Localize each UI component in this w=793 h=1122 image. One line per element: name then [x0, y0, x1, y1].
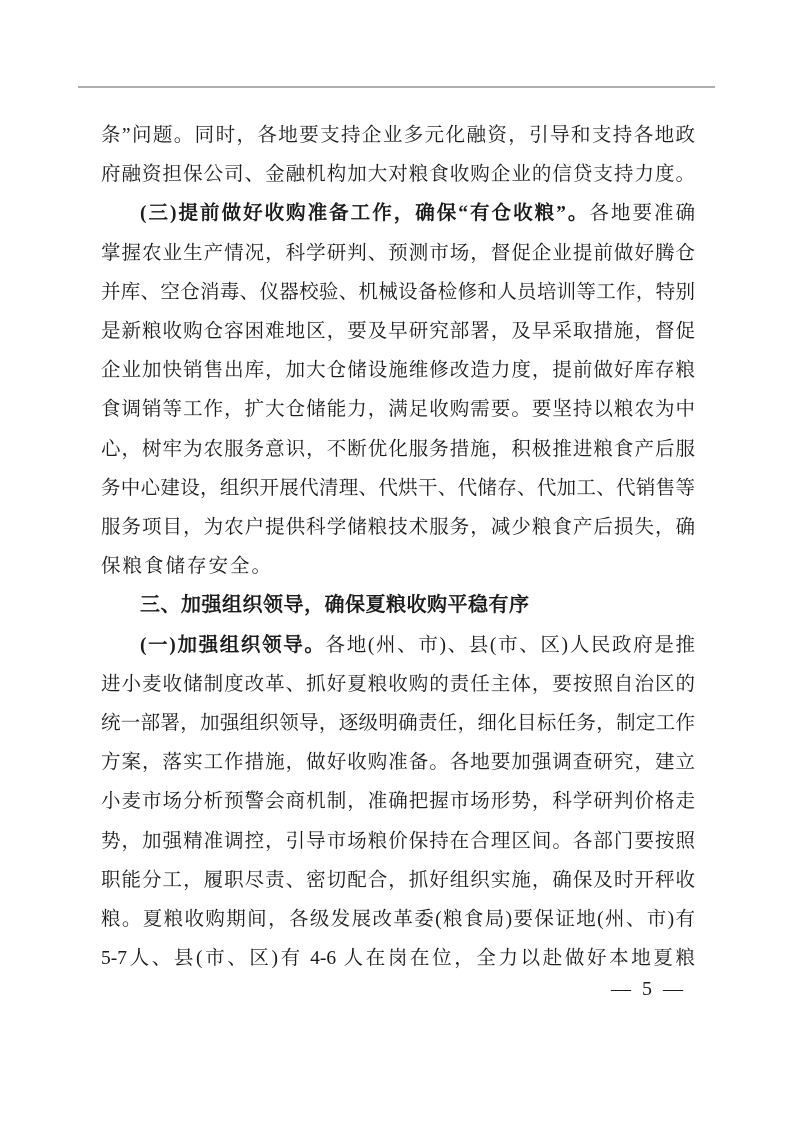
- body-text-line: 粮。夏粮收购期间，各级发展改革委(粮食局)要保证地(州、市)有: [101, 909, 695, 931]
- paragraph-lead: (三)提前做好收购准备工作，确保“有仓收粮”。: [140, 203, 590, 225]
- body-text-line: 职能分工，履职尽责、密切配合，抓好组织实施，确保及时开秤收: [101, 869, 695, 891]
- body-text-line: 小麦市场分析预警会商机制，准确把握市场形势，科学研判价格走: [101, 791, 695, 813]
- body-text-line: 统一部署，加强组织领导，逐级明确责任，细化目标任务，制定工作: [101, 713, 695, 735]
- body-text-line: 是新粮收购仓容困难地区，要及早研究部署，及早采取措施，督促: [101, 321, 695, 343]
- document-body: [101, 116, 695, 978]
- body-text-line: 并库、空仓消毒、仪器校验、机械设备检修和人员培训等工作，特别: [101, 281, 695, 303]
- body-text-line: 方案，落实工作措施，做好收购准备。各地要加强调查研究，建立: [101, 752, 695, 774]
- body-text-line: [101, 194, 695, 233]
- body-text: 各地(州、市)、县(市、区)人民政府是推: [325, 634, 695, 656]
- body-text-line: 务中心建设，组织开展代清理、代烘干、代储存、代加工、代销售等: [101, 477, 695, 499]
- body-text-line: 食调销等工作，扩大仓储能力，满足收购需要。要坚持以粮农为中: [101, 399, 695, 421]
- body-text-line: 心，树牢为农服务意识，不断优化服务措施，积极推进粮食产后服: [101, 438, 695, 460]
- section-heading: 三、加强组织领导，确保夏粮收购平稳有序: [140, 594, 530, 617]
- body-text-line: 府融资担保公司、金融机构加大对粮食收购企业的信贷支持力度。: [101, 164, 695, 186]
- body-text-line: 势，加强精准调控，引导市场粮价保持在合理区间。各部门要按照: [101, 830, 695, 852]
- body-text-line: 企业加快销售出库，加大仓储设施维修改造力度，提前做好库存粮: [101, 360, 695, 382]
- body-text: 各地要准确: [589, 203, 695, 225]
- header-rule: [78, 86, 715, 88]
- body-text-line: 掌握农业生产情况，科学研判、预测市场，督促企业提前做好腾仓: [101, 242, 695, 264]
- page-number: — 5 —: [611, 978, 686, 1000]
- body-text-line: 进小麦收储制度改革、抓好夏粮收购的责任主体，要按照自治区的: [101, 673, 695, 695]
- paragraph-lead: (一)加强组织领导。: [140, 634, 326, 656]
- body-text-line: 5-7人、县(市、区)有 4-6 人在岗在位，全力以赴做好本地夏粮: [101, 948, 695, 970]
- body-text-line: 保粮食储存安全。: [101, 556, 274, 578]
- body-text-line: [101, 626, 695, 665]
- body-text-line: 服务项目，为农户提供科学储粮技术服务，减少粮食产后损失，确: [101, 517, 695, 539]
- body-text-line: 条”问题。同时，各地要支持企业多元化融资，引导和支持各地政: [101, 125, 695, 146]
